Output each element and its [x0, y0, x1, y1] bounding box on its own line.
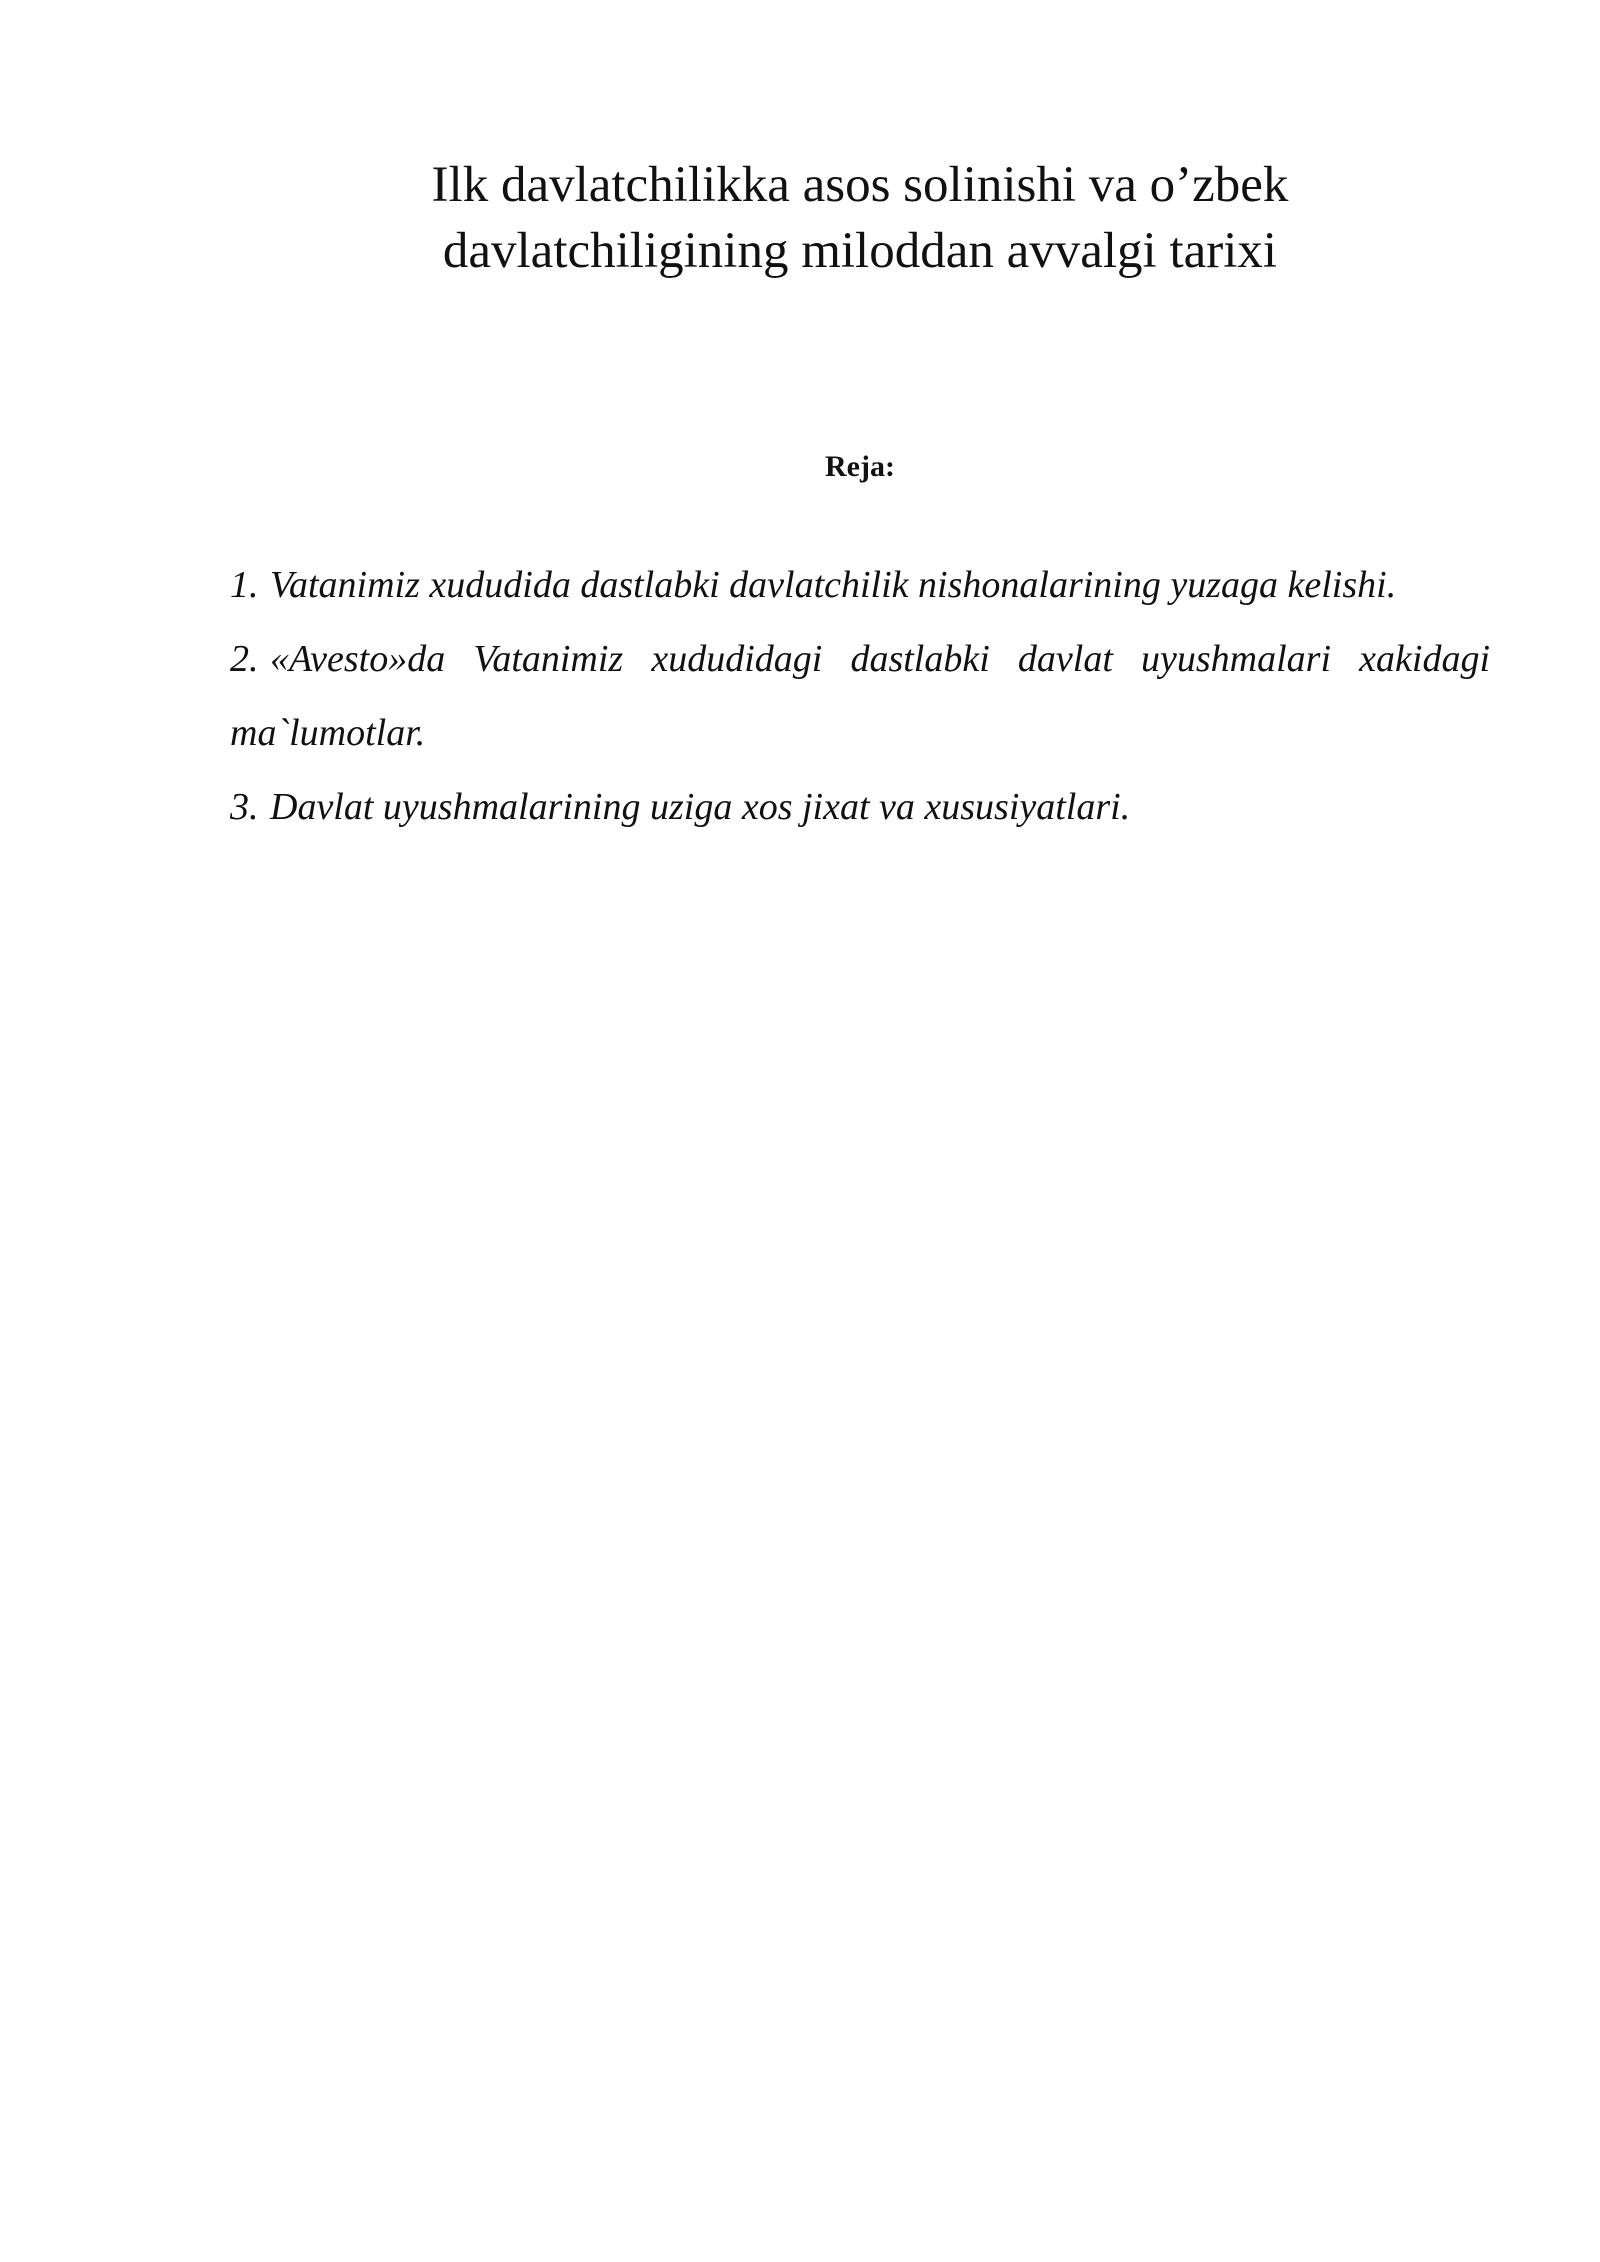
plan-item-number: 2.	[230, 638, 259, 680]
document-title	[230, 152, 1490, 284]
plan-item-number: 1.	[230, 564, 259, 606]
title-line-1: Ilk davlatchilikka asos solinishi va o’zbek	[431, 157, 1289, 213]
plan-item-1	[230, 548, 1490, 622]
plan-item-3	[230, 770, 1490, 844]
plan-item-number: 3.	[230, 786, 259, 828]
title-line-2: davlatchiligining miloddan avvalgi tarixi	[442, 223, 1278, 279]
plan-item-2	[230, 622, 1490, 770]
plan-heading: Reja:	[825, 450, 895, 483]
plan-list	[230, 548, 1490, 844]
plan-item-text: Vatanimiz xududida dastlabki davlatchilik nishonalarining yuzaga kelishi.	[270, 564, 1397, 606]
plan-item-text: «Avesto»da Vatanimiz xududidagi dastlabki davlat uyushmalari xakidagi ma`lumotlar.	[230, 638, 1490, 754]
plan-item-text: Davlat uyushmalarining uziga xos jixat va xususiyatlari.	[270, 786, 1131, 828]
